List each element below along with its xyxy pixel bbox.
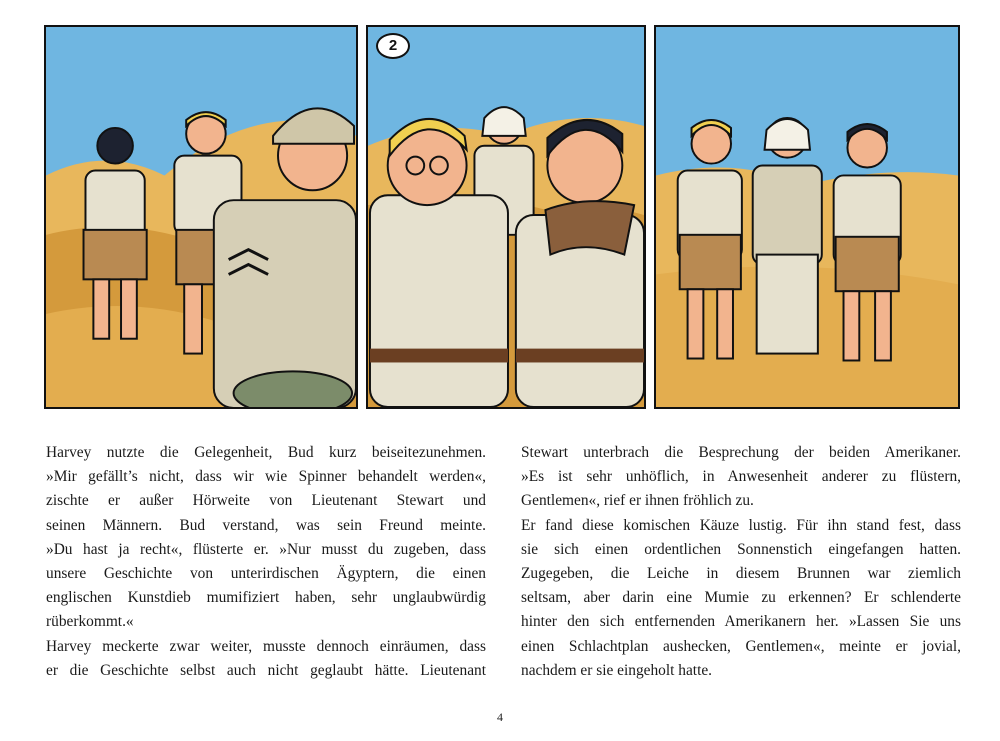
text-line: hinter den sich entfernenden Amerikanern her. »Lassen Sie uns bbox=[521, 613, 961, 631]
text-line: »Mir gefällt’s nicht, dass wir wie Spinner behandelt werden«, bbox=[46, 468, 486, 486]
panel-3-illustration bbox=[656, 27, 958, 407]
text-line: seinen Männern. Bud verstand, was sein Freund meinte. bbox=[46, 516, 486, 534]
text-line: seltsam, aber darin eine Mumie zu erkennen? Er schlenderte bbox=[521, 589, 961, 607]
text-line: er die Geschichte selbst auch nicht geglaubt hätte. Lieutenant bbox=[46, 661, 486, 679]
text-line: englischen Kunstdieb mumifiziert haben, sehr unglaubwürdig bbox=[46, 589, 486, 607]
text-column-right bbox=[521, 441, 961, 683]
text-line: Harvey meckerte zwar weiter, musste dennoch einräumen, dass bbox=[46, 637, 486, 655]
text-line: Harvey nutzte die Gelegenheit, Bud kurz beiseitezunehmen. bbox=[46, 444, 486, 461]
text-line: rüberkommt.« bbox=[46, 613, 134, 631]
page-number: 4 bbox=[497, 710, 503, 724]
text-line: nachdem er sie eingeholt hatte. bbox=[521, 661, 713, 679]
comic-panel-3 bbox=[654, 25, 960, 409]
text-line: einen Schlachtplan aushecken, Gentlemen«, meinte er jovial, bbox=[521, 637, 961, 655]
panel-2-illustration bbox=[368, 27, 644, 407]
text-line: Er fand diese komischen Käuze lustig. Für ihn stand fest, dass bbox=[521, 516, 961, 534]
comic-panel-2 bbox=[366, 25, 646, 409]
comic-panel-1 bbox=[44, 25, 358, 409]
panel-number-badge: 2 bbox=[376, 33, 410, 59]
text-line: »Es ist sehr unhöflich, in Anwesenheit anderer zu flüstern, bbox=[521, 468, 961, 486]
panel-1-illustration bbox=[46, 27, 356, 407]
text-column-left bbox=[46, 441, 486, 683]
text-line: »Du hast ja recht«, flüsterte er. »Nur musst du zugeben, dass bbox=[46, 540, 486, 558]
text-line: unsere Geschichte von unterirdischen Ägyptern, die einen bbox=[46, 565, 486, 583]
text-line: Stewart unterbrach die Besprechung der beiden Amerikaner. bbox=[521, 444, 961, 461]
text-line: Zugegeben, die Leiche in diesem Brunnen war ziemlich bbox=[521, 565, 961, 583]
text-line: sie sich einen ordentlichen Sonnenstich eingefangen hatten. bbox=[521, 540, 961, 558]
text-line: Gentlemen«, rief er ihnen fröhlich zu. bbox=[521, 492, 754, 510]
text-line: zischte er außer Hörweite von Lieutenant Stewart und bbox=[46, 492, 486, 510]
